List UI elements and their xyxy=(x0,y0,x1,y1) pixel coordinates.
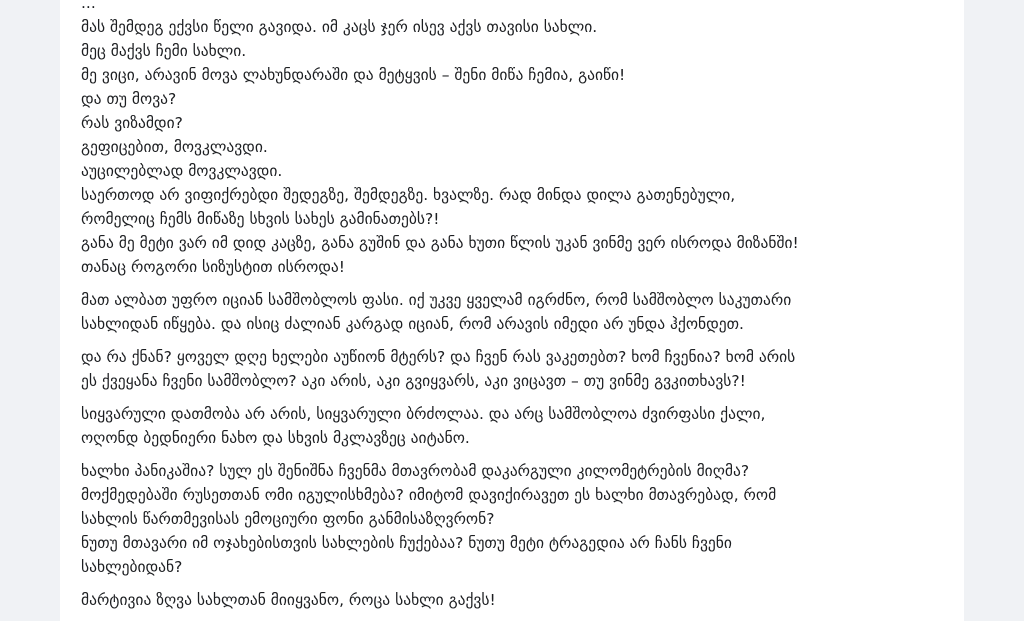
text-line: სახლებიდან? xyxy=(81,558,183,576)
post-paragraph xyxy=(81,0,951,279)
text-line: მარტივია ზღვა სახლთან მიიყვანო, როცა სახლი გაქვს! xyxy=(81,591,496,609)
text-line: ეს ქვეყანა ჩვენი სამშობლო? აკი არის, აკი გვიყვარს, აკი ვიცავთ – თუ ვინმე გვკითხავს?! xyxy=(81,372,746,390)
post-paragraph xyxy=(81,588,951,612)
text-line: ... xyxy=(81,0,96,12)
text-line: საერთოდ არ ვიფიქრებდი შედეგზე, შემდეგზე. ხვალზე. რად მინდა დილა გათენებული, xyxy=(81,186,736,204)
text-line: და თუ მოვა? xyxy=(81,90,177,108)
text-line: ოღონდ ბედნიერი ნახო და სხვის მკლავზეც აიტანო. xyxy=(81,429,470,447)
text-line: რომელიც ჩემს მიწაზე სხვის სახეს გამინათებს?! xyxy=(81,210,440,228)
post-paragraph xyxy=(81,288,951,336)
text-line: რას ვიზამდი? xyxy=(81,114,183,132)
text-line: სახლის წართმევისას ემოციური ფონი განმისაზღვრონ? xyxy=(81,510,495,528)
text-line: აუცილებლად მოვკლავდი. xyxy=(81,162,283,180)
post-paragraph xyxy=(81,345,951,393)
text-line: მოქმედებაში რუსეთთან ომი იგულისხმება? იმიტომ დავიქირავეთ ეს ხალხი მთავრებად, რომ xyxy=(81,486,777,504)
post-paragraph xyxy=(81,459,951,579)
text-line: ხალხი პანიკაშია? სულ ეს შენიშნა ჩვენმა მთავრობამ დაკარგული კილომეტრების მიღმა? xyxy=(81,462,750,480)
text-line: თანაც როგორი სიზუსტით ისროდა! xyxy=(81,258,346,276)
text-line: მას შემდეგ ექვსი წელი გავიდა. იმ კაცს ჯერ ისევ აქვს თავისი სახლი. xyxy=(81,18,598,36)
text-line: და რა ქნან? ყოველ დღე ხელები აუწიონ მტერს? და ჩვენ რას ვაკეთებთ? ხომ ჩვენია? ხომ არის xyxy=(81,348,796,366)
post-paragraph xyxy=(81,402,951,450)
post-body-text xyxy=(81,0,951,621)
text-line: ნუთუ მთავარი იმ ოჯახებისთვის სახლების ჩუქებაა? ნუთუ მეტი ტრაგედია არ ჩანს ჩვენი xyxy=(81,534,732,552)
text-line: მათ ალბათ უფრო იციან სამშობლოს ფასი. იქ უკვე ყველამ იგრძნო, რომ სამშობლო საკუთარი xyxy=(81,291,792,309)
text-line: გეფიცებით, მოვკლავდი. xyxy=(81,138,268,156)
text-line: მე ვიცი, არავინ მოვა ლახუნდარაში და მეტყვის – შენი მიწა ჩემია, გაიწი! xyxy=(81,66,626,84)
text-line: მეც მაქვს ჩემი სახლი. xyxy=(81,42,247,60)
post-card xyxy=(60,0,964,621)
text-line: სახლიდან იწყება. და ისიც ძალიან კარგად იციან, რომ არავის იმედი არ უნდა ჰქონდეთ. xyxy=(81,315,744,333)
text-line: სიყვარული დათმობა არ არის, სიყვარული ბრძოლაა. და არც სამშობლოა ძვირფასი ქალი, xyxy=(81,405,766,423)
text-line: განა მე მეტი ვარ იმ დიდ კაცზე, განა გუშინ და განა ხუთი წლის უკან ვინმე ვერ ისროდა მიზანში! xyxy=(81,234,799,252)
